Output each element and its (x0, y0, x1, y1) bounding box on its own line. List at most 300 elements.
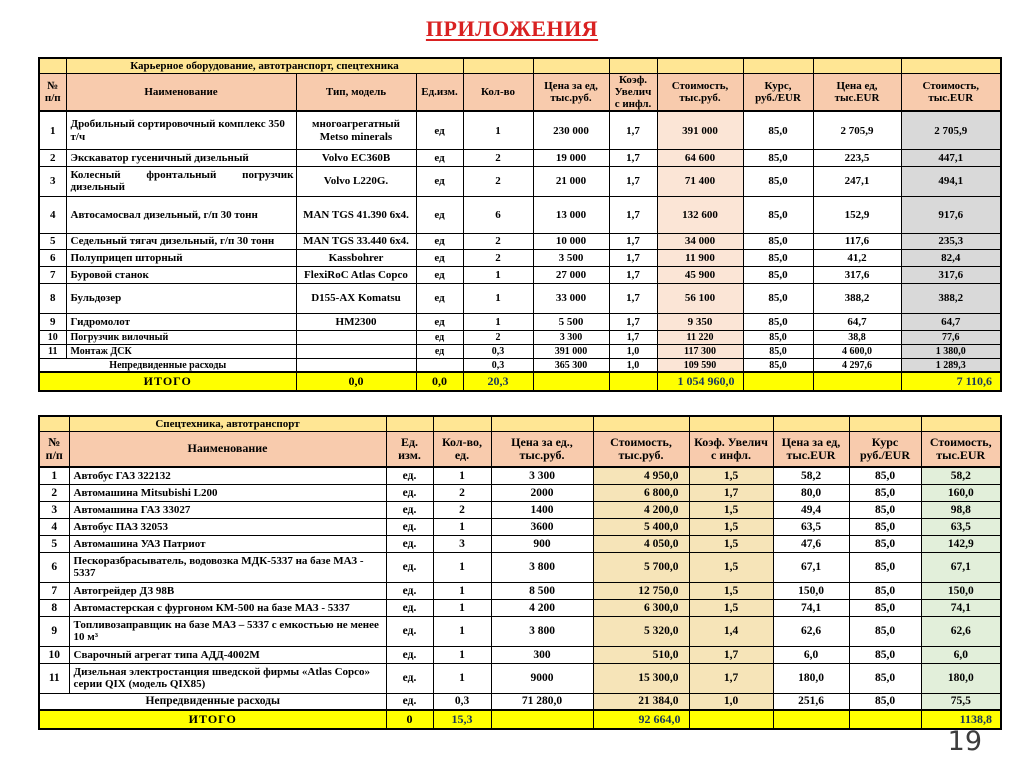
cell-name: Топливозаправщик на базе МАЗ – 5337 с емкостьью не менее 10 м³ (69, 616, 386, 646)
cell-price-eur: 251,6 (773, 693, 849, 710)
cell-coef: 1,5 (689, 518, 773, 535)
cell-cost-eur: 6,0 (921, 646, 1001, 663)
cell-qty: 0,3 (463, 344, 533, 358)
total-price-eur (773, 710, 849, 729)
quarry-equipment-table (38, 57, 1002, 392)
cell-cost: 64 600 (657, 149, 743, 166)
cell-price-eur: 80,0 (773, 484, 849, 501)
table-row (39, 599, 1001, 616)
cell-type: многоагрегатный Metso minerals (296, 111, 416, 149)
cell-cost: 15 300,0 (593, 663, 689, 693)
cell-qty: 0,3 (463, 358, 533, 372)
cell-coef: 1,7 (609, 196, 657, 233)
cell-rate: 85,0 (743, 233, 813, 249)
cell-unit: ед. (386, 616, 433, 646)
cell-type: Volvo EC360B (296, 149, 416, 166)
cell-num: 8 (39, 599, 69, 616)
cell-coef: 1,7 (689, 646, 773, 663)
cell-price: 300 (491, 646, 593, 663)
cell-cost: 6 300,0 (593, 599, 689, 616)
cell-num: 9 (39, 616, 69, 646)
cell-name: Монтаж ДСК (66, 344, 296, 358)
cell-name: Автомашина УАЗ Патриот (69, 535, 386, 552)
cell-qty: 1 (433, 616, 491, 646)
table-row (39, 233, 1001, 249)
table-row (39, 149, 1001, 166)
total-cost: 1 054 960,0 (657, 372, 743, 391)
unforeseen-row (39, 693, 1001, 710)
cell-qty: 1 (433, 582, 491, 599)
cell-name: Гидромолот (66, 313, 296, 330)
cell-num: 1 (39, 111, 66, 149)
total-coef (689, 710, 773, 729)
cell-cost: 11 220 (657, 330, 743, 344)
cell-price: 1400 (491, 501, 593, 518)
cell-coef: 1,5 (689, 582, 773, 599)
unforeseen-label: Непредвиденные расходы (39, 358, 296, 372)
cell-num: 1 (39, 467, 69, 484)
cell-cost-eur: 58,2 (921, 467, 1001, 484)
cell-price-eur: 247,1 (813, 166, 901, 196)
cell-price: 365 300 (533, 358, 609, 372)
cell-cost-eur: 917,6 (901, 196, 1001, 233)
band-cell (491, 416, 593, 431)
cell-qty: 1 (433, 467, 491, 484)
header-price: Цена за ед., тыс.руб. (491, 431, 593, 467)
cell-price: 4 200 (491, 599, 593, 616)
cell-cost-eur: 150,0 (921, 582, 1001, 599)
cell-name: Автосамосвал дизельный, г/п 30 тонн (66, 196, 296, 233)
cell-coef: 1,7 (609, 283, 657, 313)
cell-cost: 109 590 (657, 358, 743, 372)
total-row (39, 710, 1001, 729)
cell-price-eur: 62,6 (773, 616, 849, 646)
cell-rate: 85,0 (849, 467, 921, 484)
band-cell (39, 58, 66, 73)
cell-price: 33 000 (533, 283, 609, 313)
cell-name: Бульдозер (66, 283, 296, 313)
cell-coef: 1,7 (689, 663, 773, 693)
cell-cost-eur: 2 705,9 (901, 111, 1001, 149)
cell-cost: 391 000 (657, 111, 743, 149)
total-unit: 0 (386, 710, 433, 729)
cell-coef: 1,5 (689, 467, 773, 484)
cell-type: HM2300 (296, 313, 416, 330)
cell-rate: 85,0 (849, 484, 921, 501)
cell-coef: 1,0 (609, 358, 657, 372)
cell-rate: 85,0 (743, 313, 813, 330)
cell-rate: 85,0 (849, 535, 921, 552)
cell-num: 9 (39, 313, 66, 330)
cell-cost-eur: 317,6 (901, 266, 1001, 283)
cell-rate: 85,0 (849, 646, 921, 663)
band-cell (773, 416, 849, 431)
table-row (39, 283, 1001, 313)
cell-qty: 1 (433, 663, 491, 693)
cell-price-eur: 388,2 (813, 283, 901, 313)
page-title: ПРИЛОЖЕНИЯ (425, 16, 599, 41)
cell-unit: ед (416, 111, 463, 149)
cell-rate: 85,0 (743, 266, 813, 283)
cell-coef: 1,5 (689, 501, 773, 518)
cell-coef: 1,7 (609, 149, 657, 166)
cell-coef: 1,4 (689, 616, 773, 646)
table-row (39, 313, 1001, 330)
cell-cost: 34 000 (657, 233, 743, 249)
cell-qty: 6 (463, 196, 533, 233)
page-number: 19 (947, 726, 982, 757)
band-cell (743, 58, 813, 73)
total-price-eur (813, 372, 901, 391)
cell-cost-eur: 75,5 (921, 693, 1001, 710)
cell-price-eur: 150,0 (773, 582, 849, 599)
cell-unit: ед (416, 283, 463, 313)
cell-price-eur: 58,2 (773, 467, 849, 484)
cell-cost-eur: 235,3 (901, 233, 1001, 249)
cell-name: Полуприцеп шторный (66, 249, 296, 266)
cell-name: Автомашина Mitsubishi L200 (69, 484, 386, 501)
cell-cost-eur: 64,7 (901, 313, 1001, 330)
cell-cost: 56 100 (657, 283, 743, 313)
cell-qty: 2 (433, 484, 491, 501)
cell-coef: 1,7 (609, 266, 657, 283)
cell-unit: ед (416, 166, 463, 196)
cell-name: Дробильный сортировочный комплекс 350 т/ч (66, 111, 296, 149)
cell-qty: 2 (463, 249, 533, 266)
cell-cost-eur: 160,0 (921, 484, 1001, 501)
total-label: ИТОГО (39, 372, 296, 391)
total-type: 0,0 (296, 372, 416, 391)
cell-cost-eur: 77,6 (901, 330, 1001, 344)
table-row (39, 646, 1001, 663)
cell-price: 3600 (491, 518, 593, 535)
cell-num: 4 (39, 518, 69, 535)
cell-coef: 1,5 (689, 552, 773, 582)
band-cell (609, 58, 657, 73)
cell-qty: 1 (463, 313, 533, 330)
header-price-eur: Цена за ед, тыс.EUR (773, 431, 849, 467)
cell-unit: ед (416, 266, 463, 283)
cell-unit: ед. (386, 693, 433, 710)
cell-price: 9000 (491, 663, 593, 693)
table-row (39, 518, 1001, 535)
band-cell (921, 416, 1001, 431)
cell-qty: 1 (433, 518, 491, 535)
table-row (39, 196, 1001, 233)
cell-num: 11 (39, 663, 69, 693)
cell-rate: 85,0 (743, 149, 813, 166)
cell-price: 71 280,0 (491, 693, 593, 710)
table-row (39, 111, 1001, 149)
cell-cost: 5 400,0 (593, 518, 689, 535)
cell-price: 3 300 (491, 467, 593, 484)
cell-price: 13 000 (533, 196, 609, 233)
table-header-row (39, 73, 1001, 111)
band-cell (901, 58, 1001, 73)
cell-rate: 85,0 (743, 111, 813, 149)
cell-num: 2 (39, 149, 66, 166)
section-title: Карьерное оборудование, автотранспорт, спецтехника (66, 58, 463, 73)
cell-name: Седельный тягач дизельный, г/п 30 тонн (66, 233, 296, 249)
header-name: Наименование (66, 73, 296, 111)
cell-unit: ед (416, 149, 463, 166)
band-cell (689, 416, 773, 431)
cell-type (296, 344, 416, 358)
cell-qty: 1 (463, 111, 533, 149)
cell-type: FlexiRoC Atlas Copco (296, 266, 416, 283)
cell-price: 3 300 (533, 330, 609, 344)
cell-unit: ед. (386, 518, 433, 535)
cell-cost: 5 320,0 (593, 616, 689, 646)
band-cell (39, 416, 69, 431)
cell-rate: 85,0 (849, 518, 921, 535)
cell-unit: ед. (386, 599, 433, 616)
cell-price-eur: 117,6 (813, 233, 901, 249)
cell-price: 19 000 (533, 149, 609, 166)
cell-unit: ед. (386, 467, 433, 484)
table-row (39, 266, 1001, 283)
cell-num: 7 (39, 266, 66, 283)
cell-cost-eur: 447,1 (901, 149, 1001, 166)
cell-qty: 2 (463, 166, 533, 196)
total-price (533, 372, 609, 391)
cell-cost-eur: 142,9 (921, 535, 1001, 552)
table-row (39, 330, 1001, 344)
cell-unit: ед. (386, 535, 433, 552)
total-unit: 0,0 (416, 372, 463, 391)
cell-price-eur: 47,6 (773, 535, 849, 552)
cell-name: Автобус ГАЗ 322132 (69, 467, 386, 484)
cell-num: 3 (39, 501, 69, 518)
cell-rate: 85,0 (849, 616, 921, 646)
section-band-row (39, 58, 1001, 73)
cell-rate: 85,0 (743, 283, 813, 313)
cell-cost: 117 300 (657, 344, 743, 358)
header-rate: Курс, руб./EUR (743, 73, 813, 111)
cell-num: 6 (39, 552, 69, 582)
cell-cost-eur: 1 289,3 (901, 358, 1001, 372)
cell-rate: 85,0 (849, 693, 921, 710)
cell-cost-eur: 67,1 (921, 552, 1001, 582)
header-qty: Кол-во, ед. (433, 431, 491, 467)
cell-qty: 2 (463, 149, 533, 166)
cell-qty: 1 (463, 283, 533, 313)
cell-coef: 1,7 (689, 484, 773, 501)
cell-price-eur: 6,0 (773, 646, 849, 663)
cell-unit: ед (416, 330, 463, 344)
cell-coef: 1,0 (609, 344, 657, 358)
table-row (39, 249, 1001, 266)
total-coef (609, 372, 657, 391)
band-cell (813, 58, 901, 73)
cell-cost: 45 900 (657, 266, 743, 283)
header-price: Цена за ед, тыс.руб. (533, 73, 609, 111)
cell-unit: ед. (386, 646, 433, 663)
cell-qty: 1 (433, 599, 491, 616)
cell-price-eur: 74,1 (773, 599, 849, 616)
cell-name: Колесный фронтальный погрузчик дизельный (66, 166, 296, 196)
cell-coef: 1,7 (609, 166, 657, 196)
cell-name: Погрузчик вилочный (66, 330, 296, 344)
header-num: № п/п (39, 431, 69, 467)
cell-price-eur: 49,4 (773, 501, 849, 518)
cell-rate: 85,0 (849, 552, 921, 582)
cell-unit: ед. (386, 663, 433, 693)
cell-num: 8 (39, 283, 66, 313)
cell-rate: 85,0 (743, 344, 813, 358)
cell-num: 6 (39, 249, 66, 266)
cell-qty: 1 (463, 266, 533, 283)
cell-cost-eur: 494,1 (901, 166, 1001, 196)
unforeseen-row (39, 358, 1001, 372)
cell-qty: 2 (463, 330, 533, 344)
cell-num: 10 (39, 330, 66, 344)
cell-name: Автомастерская с фургоном КМ-500 на базе МАЗ - 5337 (69, 599, 386, 616)
band-cell (386, 416, 433, 431)
header-cost-eur: Стоимость, тыс.EUR (921, 431, 1001, 467)
cell-price: 5 500 (533, 313, 609, 330)
cell-num: 10 (39, 646, 69, 663)
band-cell (433, 416, 491, 431)
cell-cost: 6 800,0 (593, 484, 689, 501)
table-row (39, 535, 1001, 552)
cell-cost: 132 600 (657, 196, 743, 233)
cell-price: 10 000 (533, 233, 609, 249)
cell-cost: 21 384,0 (593, 693, 689, 710)
cell-price-eur: 2 705,9 (813, 111, 901, 149)
table-row (39, 484, 1001, 501)
cell-price: 8 500 (491, 582, 593, 599)
total-qty: 20,3 (463, 372, 533, 391)
cell-num: 4 (39, 196, 66, 233)
cell-rate: 85,0 (849, 599, 921, 616)
cell-unit: ед. (386, 582, 433, 599)
cell-coef: 1,0 (689, 693, 773, 710)
cell-type: D155-AX Komatsu (296, 283, 416, 313)
cell-cost: 4 950,0 (593, 467, 689, 484)
cell-price-eur: 152,9 (813, 196, 901, 233)
cell-rate: 85,0 (849, 663, 921, 693)
cell-price-eur: 41,2 (813, 249, 901, 266)
total-cost-eur: 7 110,6 (901, 372, 1001, 391)
band-cell (849, 416, 921, 431)
cell-price: 27 000 (533, 266, 609, 283)
cell-rate: 85,0 (743, 249, 813, 266)
cell-name: Автогрейдер ДЗ 98В (69, 582, 386, 599)
cell-type: Kassbohrer (296, 249, 416, 266)
cell-price: 21 000 (533, 166, 609, 196)
total-cost-eur: 1138,8 (921, 710, 1001, 729)
cell-cost: 510,0 (593, 646, 689, 663)
cell-unit: ед. (386, 501, 433, 518)
header-coef: Коэф. Увелич с инфл. (689, 431, 773, 467)
table-header-row (39, 431, 1001, 467)
cell-rate: 85,0 (743, 196, 813, 233)
cell-rate: 85,0 (743, 166, 813, 196)
cell-cost: 4 050,0 (593, 535, 689, 552)
total-rate (743, 372, 813, 391)
cell-rate: 85,0 (743, 330, 813, 344)
cell-cost-eur: 1 380,0 (901, 344, 1001, 358)
cell-coef: 1,7 (609, 313, 657, 330)
total-price (491, 710, 593, 729)
cell-type (296, 358, 416, 372)
cell-price-eur: 223,5 (813, 149, 901, 166)
cell-cost-eur: 62,6 (921, 616, 1001, 646)
cell-type: Volvo L220G. (296, 166, 416, 196)
total-label: ИТОГО (39, 710, 386, 729)
cell-cost: 9 350 (657, 313, 743, 330)
band-cell (463, 58, 533, 73)
cell-price-eur: 38,8 (813, 330, 901, 344)
header-price-eur: Цена ед, тыс.EUR (813, 73, 901, 111)
cell-name: Автомашина ГАЗ 33027 (69, 501, 386, 518)
total-rate (849, 710, 921, 729)
header-num: № п/п (39, 73, 66, 111)
cell-cost-eur: 98,8 (921, 501, 1001, 518)
cell-cost: 5 700,0 (593, 552, 689, 582)
table-row (39, 582, 1001, 599)
header-cost-eur: Стоимость, тыс.EUR (901, 73, 1001, 111)
cell-coef: 1,7 (609, 330, 657, 344)
cell-type (296, 330, 416, 344)
cell-price-eur: 4 297,6 (813, 358, 901, 372)
cell-type: MAN TGS 41.390 6х4. (296, 196, 416, 233)
special-vehicles-table (38, 415, 1002, 730)
cell-price-eur: 4 600,0 (813, 344, 901, 358)
band-cell (533, 58, 609, 73)
cell-unit: ед (416, 313, 463, 330)
cell-cost-eur: 63,5 (921, 518, 1001, 535)
cell-unit: ед (416, 196, 463, 233)
cell-price: 230 000 (533, 111, 609, 149)
cell-cost: 4 200,0 (593, 501, 689, 518)
cell-name: Сварочный агрегат типа АДД-4002М (69, 646, 386, 663)
cell-name: Дизельная электростанция шведской фирмы «Atlas Copco» серии QIX (модель QIX85) (69, 663, 386, 693)
section-band-row (39, 416, 1001, 431)
cell-price: 3 800 (491, 616, 593, 646)
total-qty: 15,3 (433, 710, 491, 729)
cell-unit (416, 358, 463, 372)
cell-coef: 1,7 (609, 249, 657, 266)
table-row (39, 344, 1001, 358)
header-unit: Ед.изм. (416, 73, 463, 111)
cell-unit: ед. (386, 484, 433, 501)
table-row (39, 467, 1001, 484)
cell-cost-eur: 74,1 (921, 599, 1001, 616)
cell-price: 3 800 (491, 552, 593, 582)
header-name: Наименование (69, 431, 386, 467)
cell-name: Экскаватор гусеничный дизельный (66, 149, 296, 166)
section-title: Спецтехника, автотранспорт (69, 416, 386, 431)
cell-qty: 3 (433, 535, 491, 552)
cell-cost: 11 900 (657, 249, 743, 266)
header-cost: Стоимость, тыс.руб. (657, 73, 743, 111)
unforeseen-label: Непредвиденные расходы (39, 693, 386, 710)
header-type: Тип, модель (296, 73, 416, 111)
cell-coef: 1,7 (609, 233, 657, 249)
cell-price: 900 (491, 535, 593, 552)
cell-rate: 85,0 (743, 358, 813, 372)
table-row (39, 616, 1001, 646)
cell-num: 5 (39, 233, 66, 249)
cell-unit: ед (416, 233, 463, 249)
header-cost: Стоимость, тыс.руб. (593, 431, 689, 467)
cell-qty: 1 (433, 646, 491, 663)
cell-num: 5 (39, 535, 69, 552)
cell-num: 11 (39, 344, 66, 358)
cell-num: 2 (39, 484, 69, 501)
